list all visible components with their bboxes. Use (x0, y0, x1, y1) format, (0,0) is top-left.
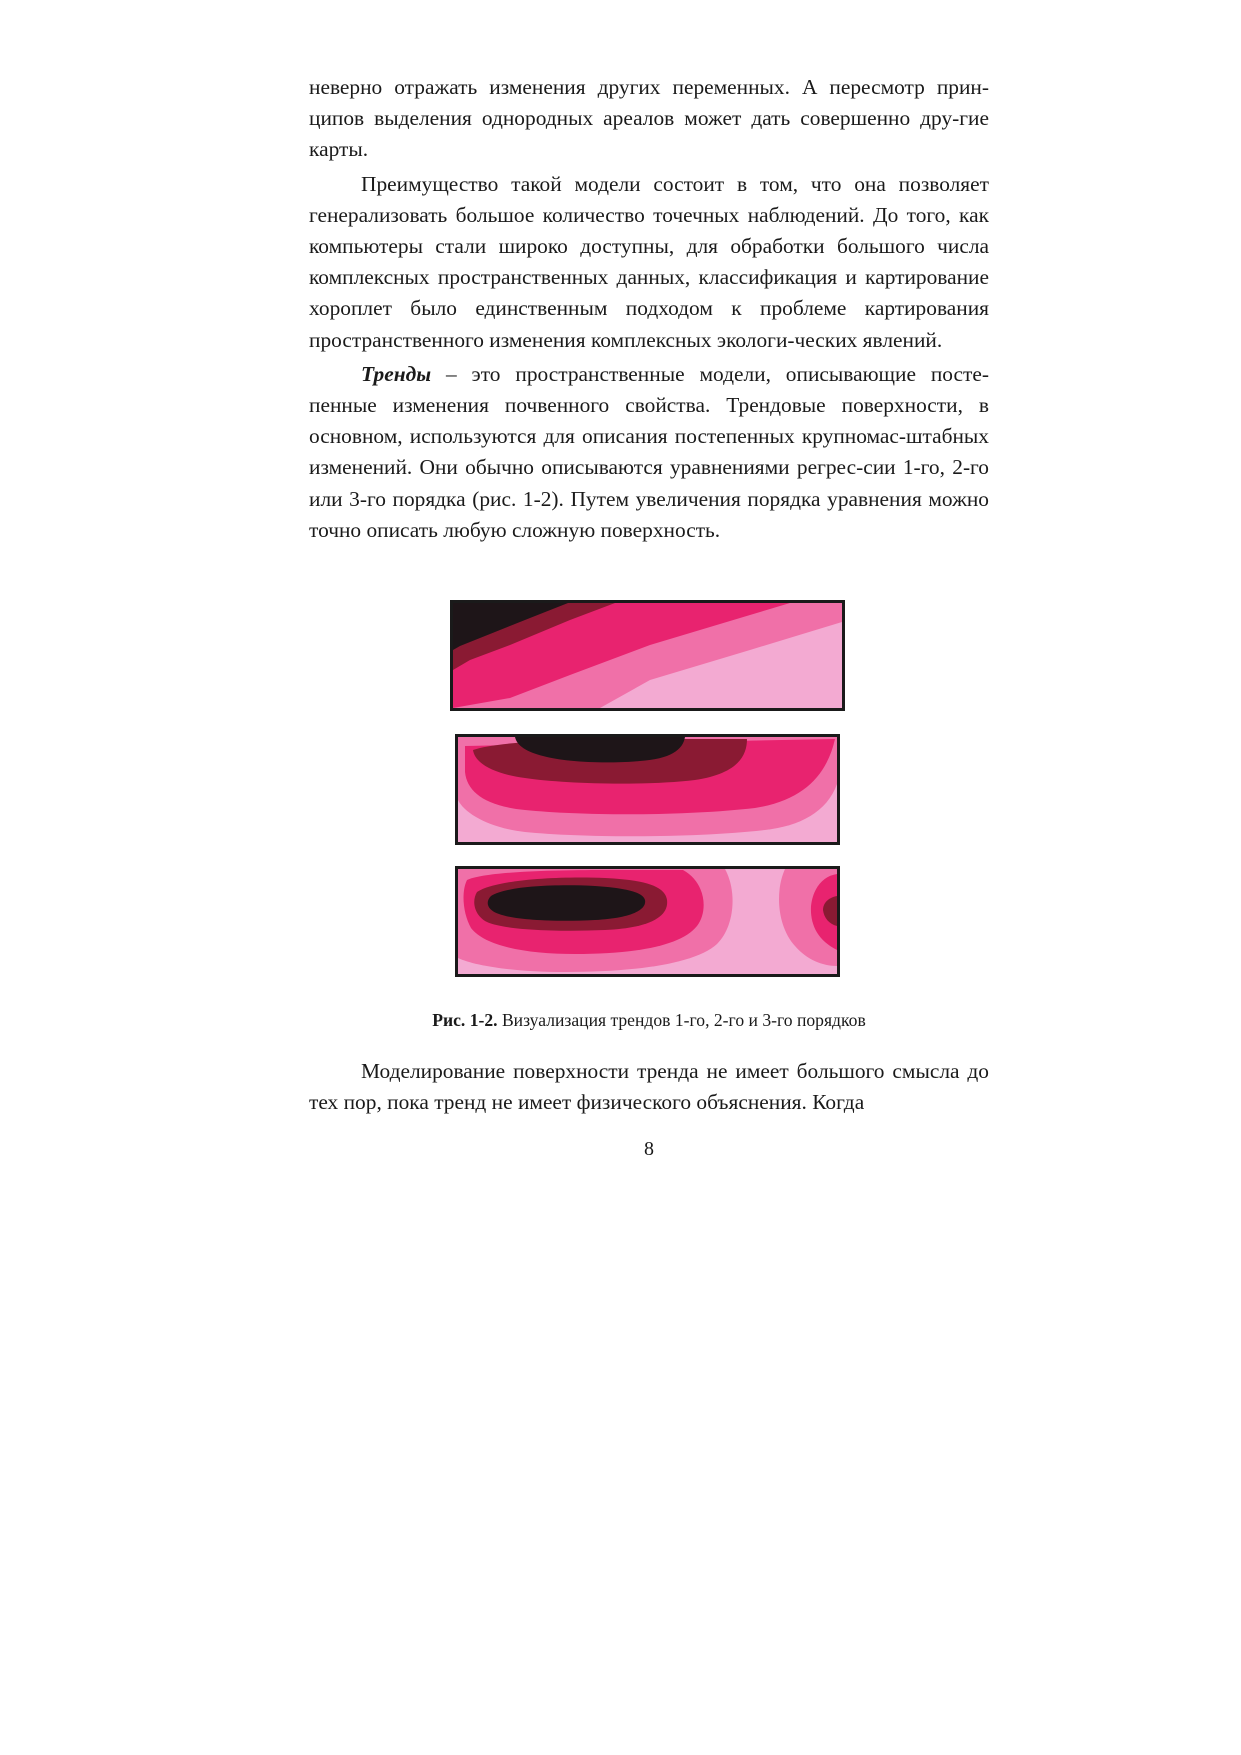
paragraph-2: Преимущество такой модели состоит в том, что она позволяет генерализовать большое количество точечных наблюдений. До того, как компьютеры стали широко доступны, для обработки большого числа комплексных пространственных данных, классификация и картирование хороплет было единственным подходом к проблеме картирования пространственного изменения комплексных экологи-ческих явлений. (309, 171, 989, 352)
panel-3-zone-darkest (488, 885, 645, 920)
paragraph-3-text: – это пространственные модели, описывающие посте-пенные изменения почвенного свойства. Трендовые поверхности, в основном, используются для описания постепенных крупномас-штабных изменений. Они обычно описываются уравнениями регрес-сии 1-го, 2-го или 3-го порядка (рис. 1-2). Путем увеличения порядка уравнения можно точно описать любую сложную поверхность. (309, 361, 989, 542)
paragraph-3 (309, 359, 989, 546)
figure-caption (309, 1010, 989, 1031)
term-trends: Тренды (361, 361, 432, 386)
trend-figure (450, 600, 845, 985)
trend-panel-2nd-order (455, 734, 840, 852)
paragraph-4: Моделирование поверхности тренда не имеет большого смысла до тех пор, пока тренд не имеет физического объяснения. Когда (309, 1059, 989, 1115)
text-block-bottom (309, 1056, 989, 1121)
caption-label: Рис. 1-2. (432, 1010, 498, 1030)
caption-text: Визуализация трендов 1-го, 2-го и 3-го порядков (497, 1010, 866, 1030)
page-number: 8 (644, 1138, 654, 1160)
paragraph-1: неверно отражать изменения других переменных. А пересмотр прин-ципов выделения однородных ареалов может дать совершенно дру-гие карты. (309, 75, 989, 162)
trend-panel-1st-order (450, 600, 845, 718)
text-block-top (309, 72, 989, 549)
trend-panel-3rd-order (455, 866, 840, 984)
